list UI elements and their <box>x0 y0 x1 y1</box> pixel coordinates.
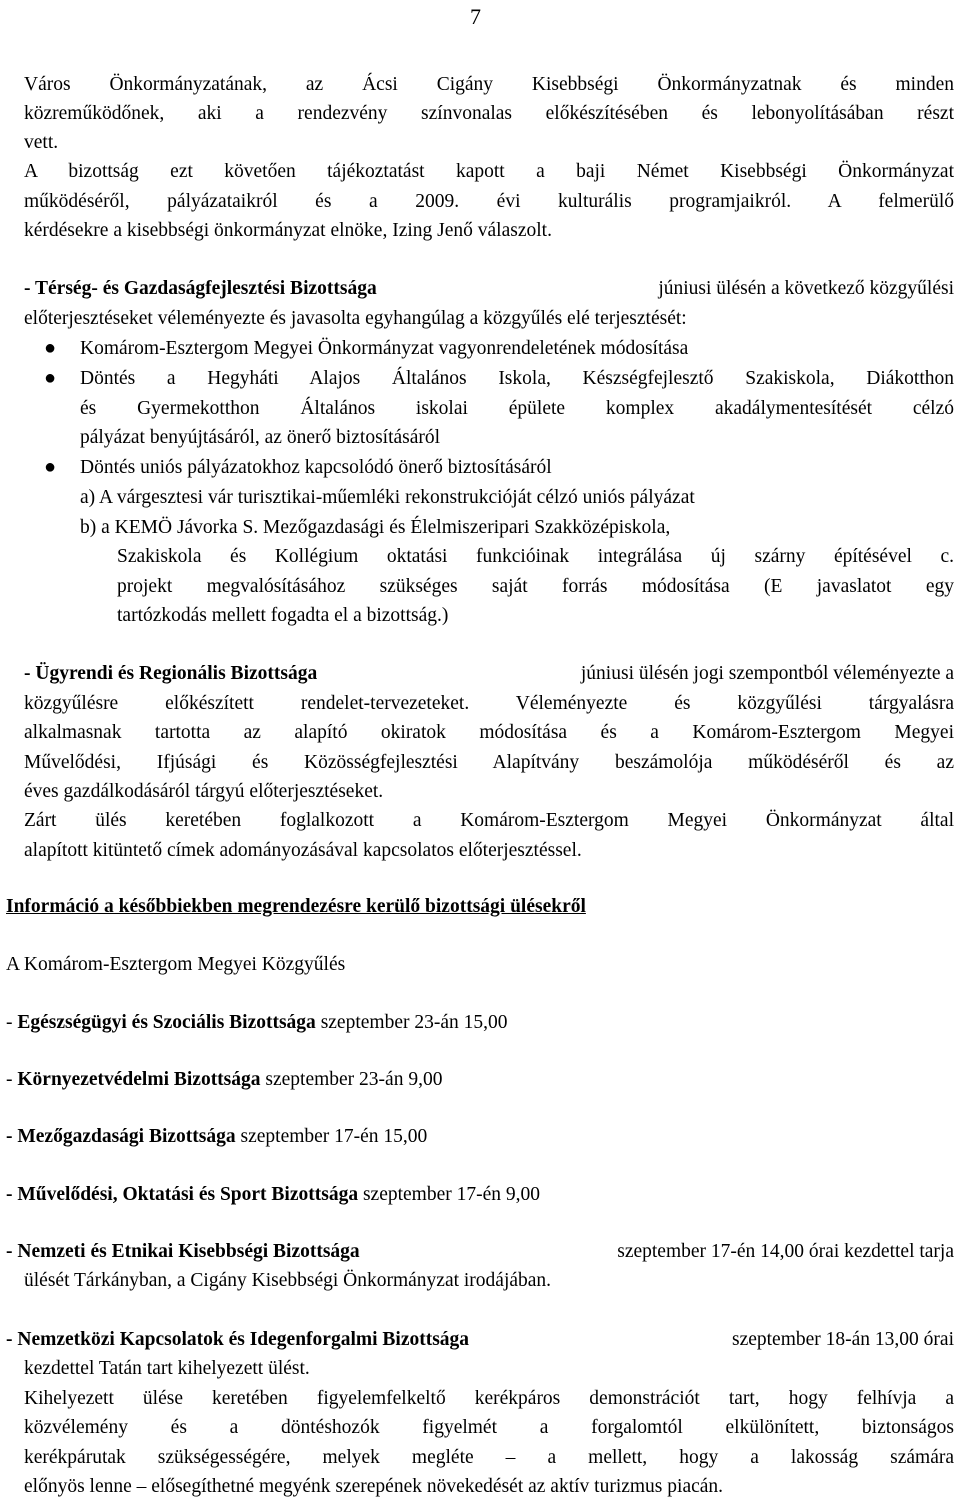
paragraph-line: közvélemény és a döntéshozók figyelmét a forgalomtól elkülönített, biztonságos <box>24 1417 954 1438</box>
paragraph-line: alkalmasnak tartotta az alapító okiratok módosítása és a Komárom-Esztergom Megyei <box>24 722 954 743</box>
paragraph-line: Művelődési, Ifjúsági és Közösségfejlesztési Alapítvány beszámolója működéséről és az <box>24 752 954 773</box>
page-number: 7 <box>470 4 481 29</box>
terseg-heading-line <box>24 274 954 304</box>
bullet-item: Döntés uniós pályázatokhoz kapcsolódó önerő biztosításáról <box>80 457 552 478</box>
paragraph-line: éves gazdálkodásáról tárgyú előterjesztéseket. <box>24 781 384 802</box>
sub-item: projekt megvalósításához szükséges saját forrás módosítása (E javaslatot egy <box>117 576 954 597</box>
sub-item: b) a KEMÖ Jávorka S. Mezőgazdasági és Élelmiszeripari Szakközépiskola, <box>80 517 671 538</box>
bullet-icon: ● <box>44 456 57 478</box>
ugyrendi-heading-line <box>24 659 954 689</box>
paragraph-line: előterjesztéseket véleményezte és javasolta egyhangúlag a közgyűlés elé terjesztését: <box>24 308 687 329</box>
bullet-icon: ● <box>44 367 57 389</box>
committee-name: - Ügyrendi és Regionális Bizottsága <box>24 663 318 684</box>
info-heading: Információ a későbbiekben megrendezésre kerülő bizottsági ülésekről <box>6 896 586 917</box>
paragraph-line: alapított kitüntető címek adományozásával kapcsolatos előterjesztéssel. <box>24 840 582 861</box>
meeting-item: - Környezetvédelmi Bizottsága szeptember 23-án 9,00 <box>6 1069 443 1090</box>
paragraph-line: A bizottság ezt követően tájékoztatást kapott a baji Német Kisebbségi Önkormányzat <box>24 161 954 182</box>
paragraph-line: kérdésekre a kisebbségi önkormányzat elnöke, Izing Jenő válaszolt. <box>24 220 552 241</box>
paragraph-line: kerékpárutak szükségességére, melyek megléte – a mellett, hogy a lakosság számára <box>24 1447 954 1468</box>
paragraph-line: Kihelyezett ülése keretében figyelemfelkeltő kerékpáros demonstrációt tart, hogy felhívja a <box>24 1388 954 1409</box>
paragraph-line: vett. <box>24 132 59 153</box>
bullet-icon: ● <box>44 337 57 359</box>
paragraph-line: kezdettel Tatán tart kihelyezett ülést. <box>24 1358 310 1379</box>
paragraph-line: működéséről, pályázataikról és a 2009. évi kulturális programjaikról. A felmerülő <box>24 191 954 212</box>
bullet-item: pályázat benyújtásáról, az önerő biztosításáról <box>80 427 441 448</box>
paragraph-line: Zárt ülés keretében foglalkozott a Komárom-Esztergom Megyei Önkormányzat által <box>24 810 954 831</box>
bullet-item: Döntés a Hegyháti Alajos Általános Iskola, Készségfejlesztő Szakiskola, Diákotthon <box>80 368 954 389</box>
meeting-item: - Művelődési, Oktatási és Sport Bizottsága szeptember 17-én 9,00 <box>6 1184 541 1205</box>
sub-item: tartózkodás mellett fogadta el a bizottság.) <box>117 605 449 626</box>
meeting-item: - Egészségügyi és Szociális Bizottsága szeptember 23-án 15,00 <box>6 1012 508 1033</box>
meeting-item: - Mezőgazdasági Bizottsága szeptember 17-én 15,00 <box>6 1126 428 1147</box>
bullet-item: és Gyermekotthon Általános iskolai épülete komplex akadálymentesítését célzó <box>80 398 954 419</box>
paragraph-line: előnyös lenne – elősegíthetné megyénk szerepének növekedését az aktív turizmus piacán. <box>24 1476 724 1497</box>
paragraph-line: közreműködőnek, aki a rendezvény színvonalas előkészítésében és lebonyolításában részt <box>24 103 954 124</box>
committee-name: - Térség- és Gazdaságfejlesztési Bizottsága <box>24 278 377 299</box>
ugyrendi-line1-rest: júniusi ülésén jogi szempontból véleményezte a <box>580 663 954 684</box>
paragraph-line: Város Önkormányzatának, az Ácsi Cigány Kisebbségi Önkormányzatnak és minden <box>24 74 954 95</box>
sub-item: Szakiskola és Kollégium oktatási funkcióinak integrálása új szárny építésével c. <box>117 546 954 567</box>
meeting-item: - Nemzetközi Kapcsolatok és Idegenforgalmi Bizottsága szeptember 18-án 13,00 órai <box>6 1329 954 1350</box>
sub-item: a) A várgesztesi vár turisztikai-műemléki rekonstrukcióját célzó uniós pályázat <box>80 487 695 508</box>
meeting-item: - Nemzeti és Etnikai Kisebbségi Bizottsága szeptember 17-én 14,00 órai kezdettel tarja <box>6 1241 954 1262</box>
paragraph-line: ülését Tárkányban, a Cigány Kisebbségi Önkormányzat irodájában. <box>24 1270 552 1291</box>
kozgyules-title: A Komárom-Esztergom Megyei Közgyűlés <box>6 954 346 975</box>
bullet-item: Komárom-Esztergom Megyei Önkormányzat vagyonrendeletének módosítása <box>80 338 689 359</box>
terseg-line1-rest: júniusi ülésén a következő közgyűlési <box>658 278 954 299</box>
paragraph-line: közgyűlésre előkészített rendelet-tervezeteket. Véleményezte és közgyűlési tárgyalásra <box>24 693 954 714</box>
